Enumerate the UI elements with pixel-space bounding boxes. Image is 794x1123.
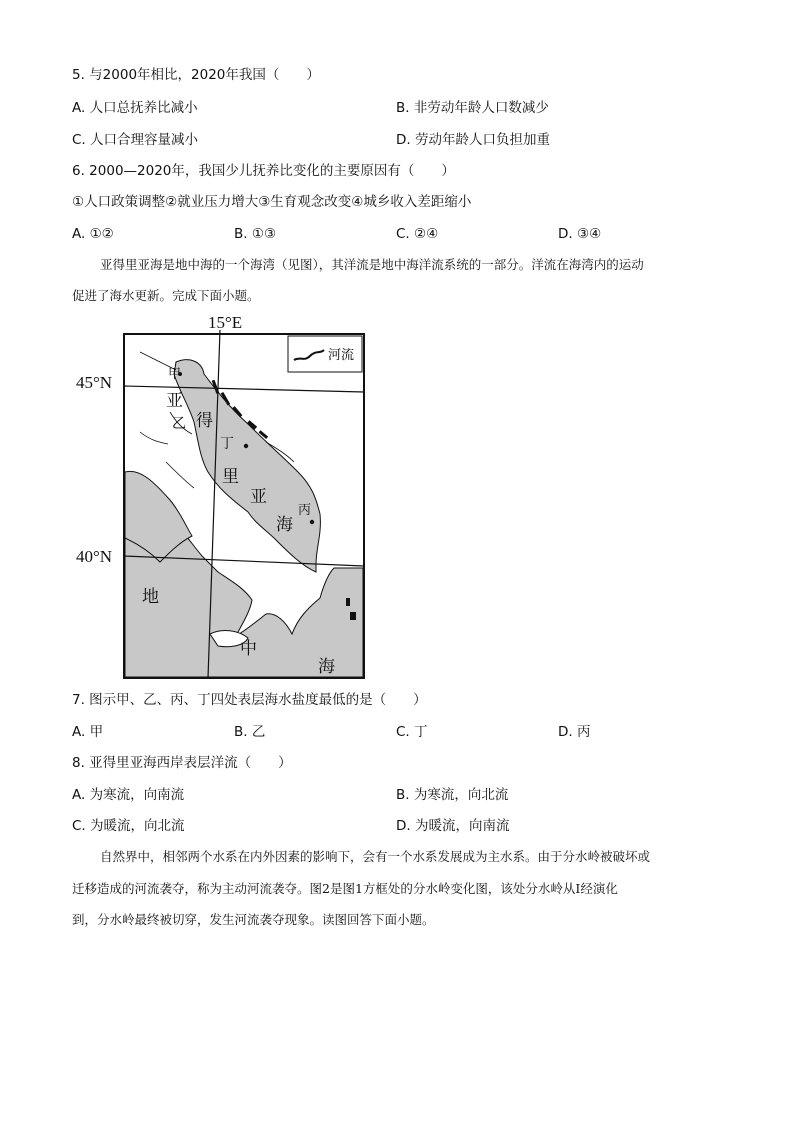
q6-stem: 6. 2000—2020年，我国少儿抚养比变化的主要原因有（ ） <box>72 163 455 179</box>
q8-option-b: B. 为寒流，向北流 <box>396 787 509 803</box>
q5-option-c: C. 人口合理容量减小 <box>72 132 199 148</box>
lat-label-45: 45°N <box>76 373 113 392</box>
med-label-hai: 海 <box>318 657 335 677</box>
intro2-line1: 自然界中，相邻两个水系在内外因素的影响下，会有一个水系发展成为主水系。由于分水岭被破坏或 <box>100 849 651 864</box>
sea-label-ya: 亚 <box>166 391 183 411</box>
q5-option-d: D. 劳动年龄人口负担加重 <box>396 132 550 148</box>
sea-label-li: 里 <box>222 467 239 487</box>
intro2-line2: 迁移造成的河流袭夺，称为主动河流袭夺。图2是图1方框处的分水岭变化图，该处分水岭从Ⅰ经演化 <box>72 881 618 896</box>
lat-label-40: 40°N <box>76 547 113 566</box>
med-label-di: 地 <box>142 587 159 607</box>
point-bing-label: 丙 <box>298 503 312 518</box>
q8-option-a: A. 为寒流，向南流 <box>72 787 185 803</box>
q6-option-c: C. ②④ <box>396 226 439 242</box>
adriatic-map <box>76 312 380 684</box>
point-ding-label: 丁 <box>220 436 234 452</box>
q7-stem: 7. 图示甲、乙、丙、丁四处表层海水盐度最低的是（ ） <box>72 692 427 708</box>
q8-option-c: C. 为暖流，向北流 <box>72 818 185 834</box>
q6-option-a: A. ①② <box>72 226 114 242</box>
q8-option-d: D. 为暖流，向南流 <box>396 818 510 834</box>
intro2-line3: 到，分水岭最终被切穿，发生河流袭夺现象。读图回答下面小题。 <box>72 912 435 927</box>
legend-label: 河流 <box>328 348 355 363</box>
q7-option-a: A. 甲 <box>72 724 104 740</box>
sea-label-hai: 海 <box>276 515 293 535</box>
point-ding-dot <box>244 444 248 448</box>
q8-stem: 8. 亚得里亚海西岸表层洋流（ ） <box>72 755 292 771</box>
q6-option-b: B. ①③ <box>234 226 277 242</box>
q5-option-b: B. 非劳动年龄人口数减少 <box>396 100 549 116</box>
sea-label-ya2: 亚 <box>250 487 267 507</box>
q7-option-b: B. 乙 <box>234 724 266 740</box>
point-yi-label: 乙 <box>172 416 186 432</box>
q5-option-a: A. 人口总抚养比减小 <box>72 100 198 116</box>
q6-items: ①人口政策调整②就业压力增大③生育观念改变④城乡收入差距缩小 <box>72 194 472 210</box>
sea-label-de: 得 <box>196 411 213 431</box>
med-label-zhong: 中 <box>240 639 257 659</box>
q5-stem: 5. 与2000年相比，2020年我国（ ） <box>72 67 320 83</box>
lon-label: 15°E <box>208 313 243 332</box>
intro1-line2: 促进了海水更新。完成下面小题。 <box>72 288 260 303</box>
point-bing-dot <box>310 520 314 524</box>
q6-option-d: D. ③④ <box>558 226 602 242</box>
q7-option-c: C. 丁 <box>396 724 428 740</box>
q7-option-d: D. 丙 <box>558 724 591 740</box>
intro1-line1: 亚得里亚海是地中海的一个海湾（见图），其洋流是地中海洋流系统的一部分。洋流在海湾内的运动 <box>100 257 644 272</box>
point-jia-label: 甲 <box>168 367 182 382</box>
